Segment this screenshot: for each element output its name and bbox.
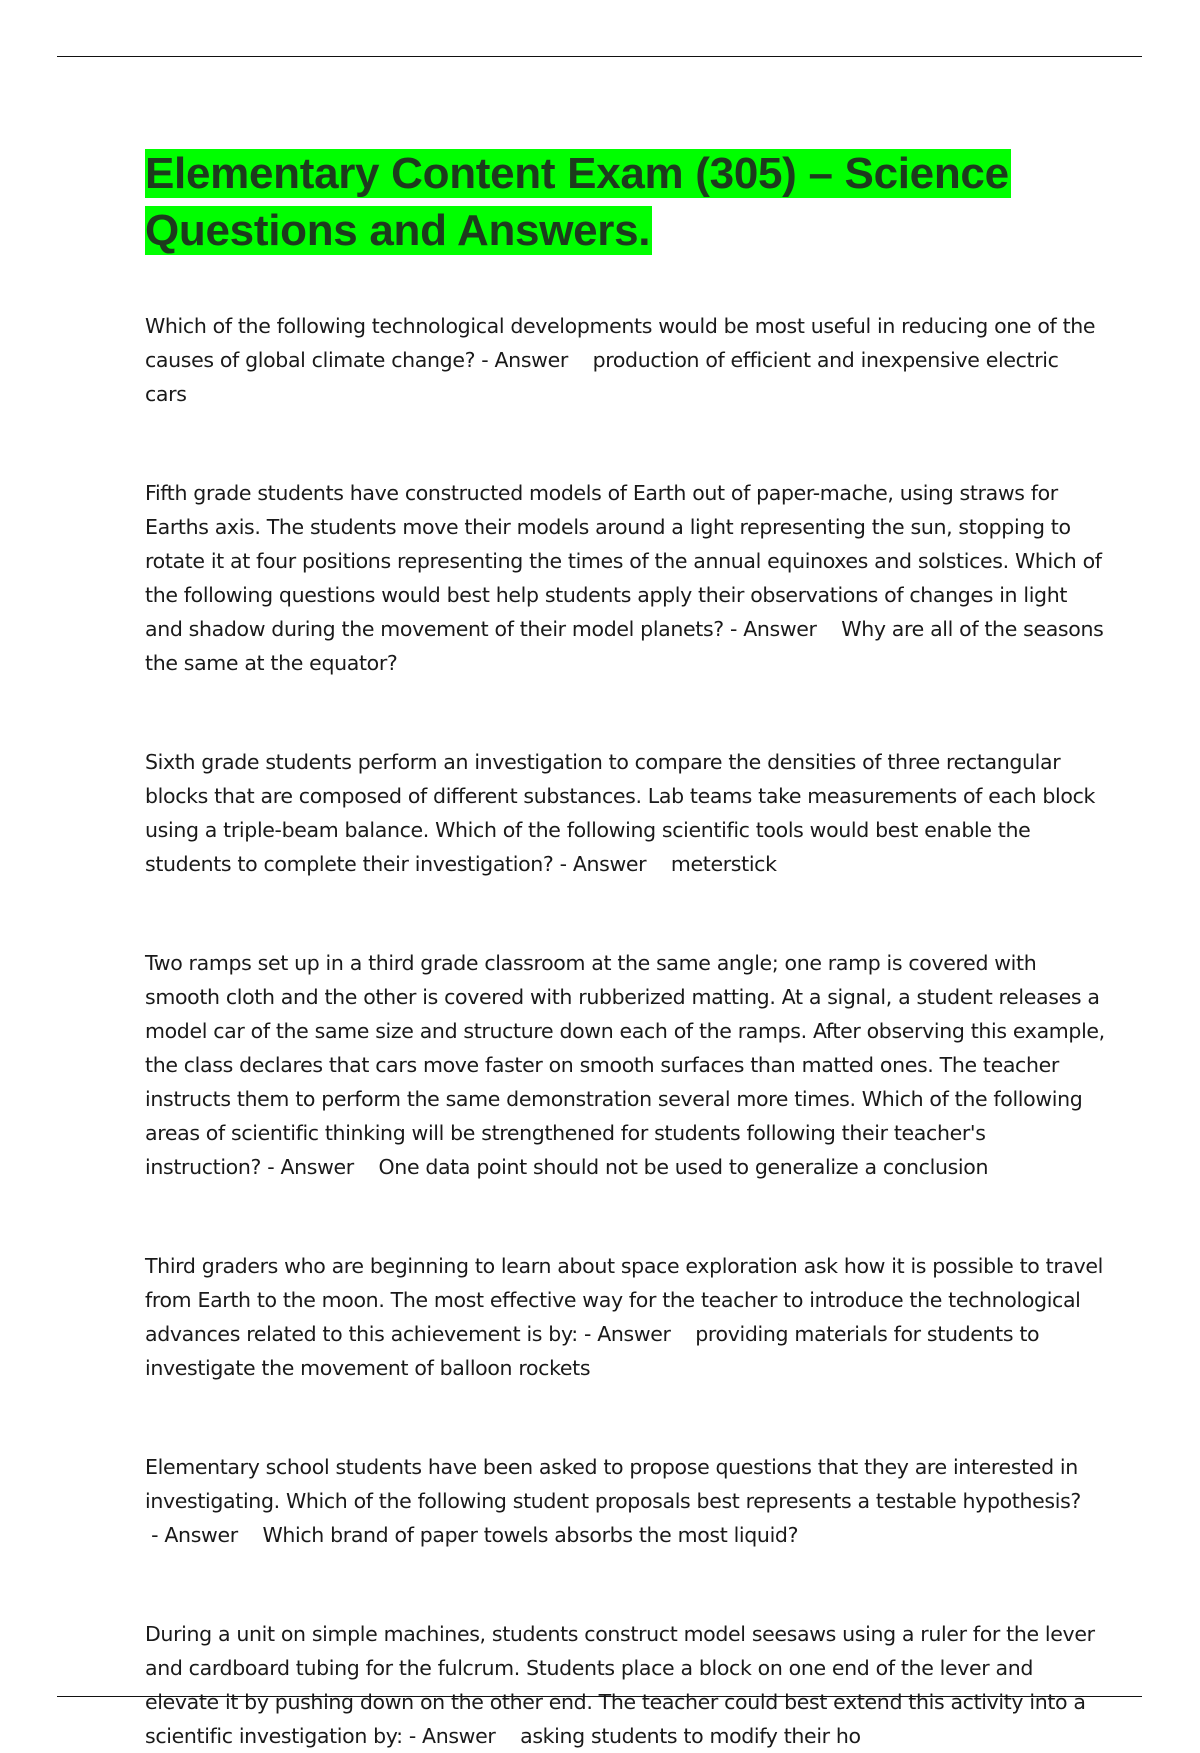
qa-list [145,309,1105,1753]
qa-item [145,309,1105,411]
qa-item [145,1450,1105,1552]
qa-item [145,1617,1105,1753]
qa-answer-separator: - Answer [145,1523,263,1547]
page-bottom-rule [57,1696,1142,1697]
qa-item [145,745,1105,881]
qa-question: Fifth grade students have constructed models of Earth out of paper-mache, using straws for Earths axis. The students move their models around a light representing the sun, stopping to rotate it at four positions representing the times of the annual equinoxes and solstices. Which of the following questions would best help students apply their observations of changes in light and shadow during the movement of their model planets? [145,481,1102,641]
qa-answer: One data point should not be used to generalize a conclusion [378,1155,989,1179]
qa-item [145,1249,1105,1385]
qa-question: During a unit on simple machines, students construct model seesaws using a ruler for the lever and cardboard tubing for the fulcrum. Students place a block on one end of the lever and elevate it by pushing down on the other end. The teacher could best extend this activity into a scientific investigation by: [145,1622,1095,1748]
qa-answer: Why are all of the seasons the same at the equator? [145,617,1104,675]
qa-answer-separator: - Answer [402,1724,521,1748]
document-body [145,145,1105,1748]
document-title-highlight: Elementary Content Exam (305) – Science Questions and Answers. [145,149,1009,255]
qa-answer: meterstick [670,852,777,876]
qa-answer: production of efficient and inexpensive electric cars [145,348,1059,406]
qa-answer: asking students to modify their ho [520,1724,861,1748]
qa-question: Sixth grade students perform an investigation to compare the densities of three rectangular blocks that are composed of different substances. Lab teams take measurements of each block using a triple-beam balance. Which of the following scientific tools would best enable the students to complete their investigation? [145,750,1096,876]
qa-question: Two ramps set up in a third grade classroom at the same angle; one ramp is covered with smooth cloth and the other is covered with rubberized matting. At a signal, a student releases a model car of the same size and structure down each of the ramps. After observing this example, the class declares that cars move faster on smooth surfaces than matted ones. The teacher instructs them to perform the same demonstration several more times. Which of the following areas of scientific thinking will be strengthened for students following their teacher's instruction? [145,951,1105,1179]
qa-question: Elementary school students have been asked to propose questions that they are interested in investigating. Which of the following student proposals best represents a testable hypothesis? [145,1455,1081,1513]
qa-answer-separator: - Answer [553,852,671,876]
qa-question: Third graders who are beginning to learn about space exploration ask how it is possible to travel from Earth to the moon. The most effective way for the teacher to introduce the technological advances related to this achievement is by: [145,1254,1104,1346]
qa-answer: Which brand of paper towels absorbs the most liquid? [262,1523,799,1547]
qa-item [145,946,1105,1184]
qa-answer-separator: - Answer [261,1155,379,1179]
qa-answer-separator: - Answer [475,348,593,372]
page-top-rule [57,56,1142,57]
document-title [145,145,1105,259]
qa-answer-separator: - Answer [723,617,842,641]
qa-answer: providing materials for students to investigate the movement of balloon rockets [145,1322,1040,1380]
qa-question: Which of the following technological developments would be most useful in reducing one of the causes of global climate change? [145,314,1096,372]
qa-item [145,476,1105,680]
qa-answer-separator: - Answer [577,1322,696,1346]
